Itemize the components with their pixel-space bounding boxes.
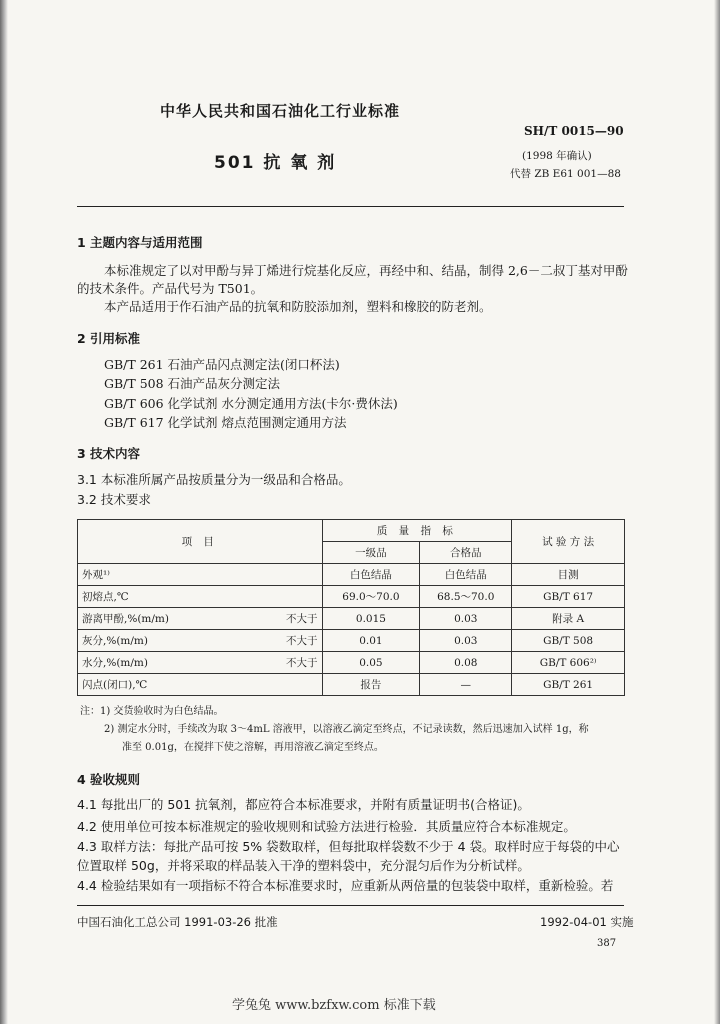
standard-code: SH/T 0015—90: [524, 124, 624, 138]
reference-item: GB/T 606 化学试剂 水分测定通用方法(卡尔·费休法): [104, 396, 398, 411]
row-qualified: —: [420, 674, 512, 696]
scan-edge: [0, 0, 8, 1024]
section-1-para1-line2: 的技术条件。产品代号为 T501。: [77, 281, 264, 296]
row-first: 0.01: [322, 630, 420, 652]
row-first: 白色结晶: [322, 564, 420, 586]
header-method: 试 验 方 法: [512, 520, 625, 564]
section-3-2: 3.2 技术要求: [77, 492, 151, 507]
header-quality: 质 量 指 标: [322, 520, 512, 542]
table-row: [78, 564, 625, 586]
row-limit: 不大于: [286, 613, 318, 625]
row-limit: 不大于: [286, 657, 318, 669]
scan-edge: [714, 0, 720, 1024]
table-note-1: 注：1) 交货验收时为白色结晶。: [80, 706, 224, 717]
row-qualified: 68.5～70.0: [420, 586, 512, 608]
replaces-note: 代替 ZB E61 001—88: [510, 168, 621, 180]
row-method: GB/T 261: [512, 674, 625, 696]
table-row: [78, 630, 625, 652]
section-4-1: 4.1 每批出厂的 501 抗氧剂，都应符合本标准要求，并附有质量证明书(合格证)。: [77, 797, 530, 812]
row-first: 0.05: [322, 652, 420, 674]
approval-line: 中国石油化工总公司 1991-03-26 批准: [77, 915, 278, 929]
technical-requirements-table: [77, 519, 625, 696]
row-qualified: 0.03: [420, 630, 512, 652]
industry-standard-title: 中华人民共和国石油化工行业标准: [160, 102, 401, 120]
row-item: 闪点(闭口),℃: [82, 679, 148, 691]
section-1-para1-line1: 本标准规定了以对甲酚与异丁烯进行烷基化反应，再经中和、结晶，制得 2,6－二叔丁基对甲酚: [104, 263, 628, 278]
reference-item: GB/T 508 石油产品灰分测定法: [104, 376, 281, 391]
header-qualified-grade: 合格品: [420, 542, 512, 564]
watermark-footer: 学兔兔 www.bzfxw.com 标准下载: [232, 998, 436, 1013]
section-1-heading: 1 主题内容与适用范围: [77, 235, 203, 250]
row-item: 水分,%(m/m): [82, 657, 148, 669]
row-qualified: 白色结晶: [420, 564, 512, 586]
row-method: GB/T 508: [512, 630, 625, 652]
reference-item: GB/T 261 石油产品闪点测定法(闭口杯法): [104, 357, 340, 372]
row-item: 初熔点,℃: [82, 591, 129, 603]
row-item: 灰分,%(m/m): [82, 635, 148, 647]
row-limit: 不大于: [286, 635, 318, 647]
row-item: 外观¹⁾: [82, 569, 110, 581]
section-3-1: 3.1 本标准所属产品按质量分为一级品和合格品。: [77, 472, 351, 487]
table-row: [78, 608, 625, 630]
row-first: 报告: [322, 674, 420, 696]
section-1-para2: 本产品适用于作石油产品的抗氧和防胶添加剂，塑料和橡胶的防老剂。: [104, 299, 492, 314]
row-qualified: 0.08: [420, 652, 512, 674]
section-4-4: 4.4 检验结果如有一项指标不符合本标准要求时，应重新从两倍量的包装袋中取样，重新检验。若: [77, 878, 614, 893]
table-row: [78, 586, 625, 608]
header-item: 项 目: [78, 520, 323, 564]
section-4-3-line1: 4.3 取样方法：每批产品可按 5% 袋数取样，但每批取样袋数不少于 4 袋。取样时应于每袋的中心: [77, 839, 620, 854]
header-first-grade: 一级品: [322, 542, 420, 564]
table-note-2-line2: 准至 0.01g，在搅拌下使之溶解，再用溶液乙滴定至终点。: [122, 742, 384, 753]
document-title: 501 抗 氧 剂: [214, 153, 337, 173]
row-method: GB/T 606²⁾: [512, 652, 625, 674]
confirmed-note: (1998 年确认): [522, 150, 592, 162]
page-number: 387: [597, 938, 617, 949]
row-method: GB/T 617: [512, 586, 625, 608]
row-first: 69.0～70.0: [322, 586, 420, 608]
reference-item: GB/T 617 化学试剂 熔点范围测定通用方法: [104, 415, 347, 430]
table-row: [78, 652, 625, 674]
section-2-heading: 2 引用标准: [77, 331, 141, 346]
table-row: [78, 674, 625, 696]
row-item: 游离甲酚,%(m/m): [82, 613, 169, 625]
effective-date: 1992-04-01 实施: [540, 915, 634, 929]
footer-rule: [77, 905, 624, 906]
row-method: 目测: [512, 564, 625, 586]
row-qualified: 0.03: [420, 608, 512, 630]
section-4-3-line2: 位置取样 50g，并将采取的样品装入干净的塑料袋中，充分混匀后作为分析试样。: [77, 858, 530, 873]
section-4-heading: 4 验收规则: [77, 772, 141, 787]
row-first: 0.015: [322, 608, 420, 630]
row-method: 附录 A: [512, 608, 625, 630]
table-note-2-line1: 2) 测定水分时，手续改为取 3～4mL 溶液甲，以溶液乙滴定至终点，不记录读数，然后迅速加入试样 1g，称: [104, 724, 589, 735]
section-3-heading: 3 技术内容: [77, 446, 141, 461]
header-rule: [77, 206, 624, 207]
section-4-2: 4.2 使用单位可按本标准规定的验收规则和试验方法进行检验．其质量应符合本标准规定。: [77, 819, 576, 834]
